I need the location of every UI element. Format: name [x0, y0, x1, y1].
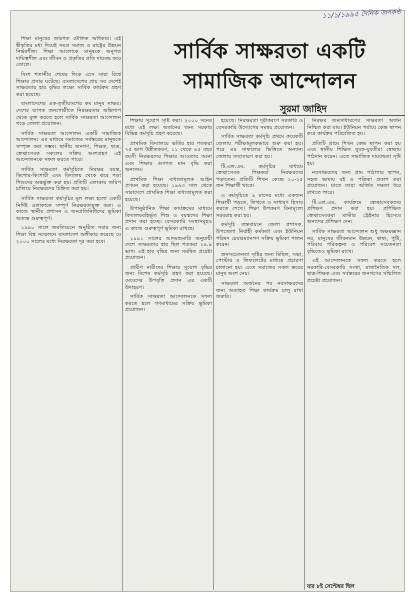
paragraph: সার্বিক সাক্ষরতা কর্মসূচিতে নিরক্ষর বয়স্ক, কিশোর-কিশোরী এবং বিদ্যালয় থেকে ঝরে পড়া শিশুদের অন্তর্ভুক্ত করা হয়। প্রতিটি এলাকায় জরিপ চালিয়ে নিরক্ষরদের চিহ্নিত করা হয়।	[16, 166, 121, 193]
paragraph: সাক্ষরতা অর্জনের পর নবসাক্ষরদের জন্য অব্যাহত শিক্ষা কার্যক্রম চালু রাখা জরুরি।	[216, 281, 303, 301]
column-divider	[122, 36, 123, 592]
paragraph: সার্বিক সাক্ষরতা কর্মসূচি প্রথমে কয়েকটি জেলায় পরীক্ষামূলকভাবে শুরু করা হয়। পরে এর সাফল্যের ভিত্তিতে অন্যান্য জেলায় সম্প্রসারণ করা হয়।	[216, 134, 303, 160]
paragraph: শিক্ষা মানুষের জন্মগত মৌলিক অধিকার। এই স্বীকৃতির মধ্য দিয়েই সমগ্র সমাজ ও রাষ্ট্রের উন্নয়ন নির্ভরশীল। শিক্ষা আলোকে মানুষকে অনুগত দায়িত্বশীল এবং জীবন ও প্রকৃতির প্রতি দায়বদ্ধ করে তোলে।	[16, 36, 121, 69]
paragraph: সার্বিক সাক্ষরতা আন্দোলনকে সফল করতে হলে গণমাধ্যমের সক্রিয় ভূমিকা প্রয়োজন।	[125, 294, 212, 314]
column-divider	[213, 118, 214, 590]
paragraph: সার্বিক সাক্ষরতা আন্দোলন শুধু অক্ষরজ্ঞান নয়, মানুষের জীবনমান উন্নয়ন, স্বাস্থ্য, পুষ্টি, পরিবার পরিকল্পনা ও পরিবেশ সচেতনতা বৃদ্ধিতেও ভূমিকা রাখে।	[307, 228, 401, 255]
paragraph: এ কর্মসূচিতে ৯ মাসের মধ্যে একজন শিক্ষার্থী পড়তে, লিখতে ও সাধারণ হিসাব করতে শেখে। শিক্ষা উপকরণ বিনামূল্যে সরবরাহ করা হয়।	[216, 192, 303, 219]
paragraph: প্রাথমিক শিক্ষা বাধ্যতামূলক আইন প্রণয়ন করা হয়েছে। ১৯৯৩ সাল থেকে সারাদেশে প্রাথমিক শিক্ষা বাধ্যতামূলক করা হয়েছে।	[125, 176, 212, 203]
paragraph: নবসাক্ষরদের জন্য গ্রাম পাঠাগার স্থাপন, সহজ ভাষায় বই ও পত্রিকা প্রকাশ করা প্রয়োজন। যাতে তারা অর্জিত দক্ষতা ধরে রাখতে পারে।	[307, 170, 401, 196]
paragraph: প্রাথমিক বিদ্যালয়ে ভর্তির হার শতকরা ৭৫ ভাগ উন্নীতকরণ, ১১ থেকে ৪৫ বছর বয়সী নিরক্ষরদের শিক্ষার আওতায় আনা এবং শিক্ষার গুণগত মান বৃদ্ধি করা অন্যতম।	[125, 140, 212, 174]
paragraph: সার্বিক সাক্ষরতা কর্মসূচির মূল লক্ষ্য হলো একটি নির্দিষ্ট এলাকাকে সম্পূর্ণ নিরক্ষরতামুক্ত করা। এ কাজে স্থানীয় প্রশাসন ও জনপ্রতিনিধিদের ভূমিকা অত্যন্ত গুরুত্বপূর্ণ।	[16, 196, 121, 222]
headline-rule	[125, 115, 405, 116]
author-byline: সুরমা জাহিদ	[280, 104, 327, 115]
paragraph: শিক্ষার সুযোগ সৃষ্টি করা। ২০০০ সনের মধ্যে এই লক্ষ্য অর্জনের জন্য সরকার বিভিন্ন কর্মসূচি গ্রহণ করেছে।	[125, 118, 212, 138]
article-column-3	[216, 118, 303, 590]
article-column-4	[307, 118, 401, 590]
headline-line-2: সামাজিক আন্দোলন	[183, 68, 357, 93]
paragraph: জনসচেতনতা সৃষ্টির জন্য মিছিল, সভা, পোস্টার ও লিফলেটের মাধ্যমে প্রচারণা চালানো হয়। এতে সমাজের সকল স্তরের মানুষ অংশ নেয়।	[216, 251, 303, 278]
paragraph: বিংশ শতাব্দীর শেষের দিকে এসে সারা বিশ্বে শিক্ষার প্রসার ঘটেছে। বাংলাদেশের প্রায় সব দেশেই সাক্ষরতার হার বৃদ্ধির লক্ষ্যে সার্বিক কার্যক্রম গ্রহণ করা হয়েছে।	[16, 71, 121, 98]
paragraph: প্রতিটি গ্রামে শিখন কেন্দ্র স্থাপন করা হয় এবং স্থানীয় শিক্ষিত যুবক-যুবতীরা স্বেচ্ছায় পাঠদান করেন। এতে সামাজিক দায়বদ্ধতা সৃষ্টি হয়।	[307, 140, 401, 167]
paragraph: এই আন্দোলনকে সফল করতে হলে সরকারি-বেসরকারি সংস্থা, রাজনৈতিক দল, ছাত্র-শিক্ষক এবং সর্বস্তরের জনগণের সম্মিলিত প্রচেষ্টা প্রয়োজন।	[307, 258, 401, 285]
column-divider	[304, 118, 305, 590]
handwritten-date-note: ১১/১/১৯৯৫ দৈনিক জনকণ্ঠ	[322, 7, 402, 21]
column-footer-text: যার ৮ই সেপ্টেম্বর ছিল	[307, 584, 355, 590]
article-column-2	[125, 118, 212, 590]
paragraph: নিরক্ষর জনসাধারণের সাক্ষরতা অর্জন নিশ্চিত করা যায়। ইউনিয়ন পর্যায়ে কেন্দ্র স্থাপন করে কার্যক্রম পরিচালিত হয়।	[307, 118, 401, 138]
paragraph: সার্বিক সাক্ষরতা আন্দোলন একটি সামাজিক আন্দোলন। এর মাধ্যমে সমাজের সর্বস্তরের মানুষকে সম্পৃক্ত করা সম্ভব। স্থানীয় জনগণ, শিক্ষক, ছাত্র, স্বেচ্ছাসেবক সকলের সক্রিয় অংশগ্রহণ এই আন্দোলনকে সফল করতে পারে।	[16, 130, 121, 164]
paragraph: ১৯৯০ সালে জমতিয়েনে অনুষ্ঠিত সবার জন্য শিক্ষা বিশ্ব সম্মেলনে বাংলাদেশ অঙ্গীকার করেছে যে ২০০০ সালের মধ্যে নিরক্ষরতা দূর করা হবে।	[16, 225, 121, 245]
paragraph: গ্রামীণ নারীদের শিক্ষার সুযোগ বৃদ্ধির জন্য বিশেষ কর্মসূচি গ্রহণ করা হয়েছে। মেয়েদের উপবৃত্তি প্রদান এর একটি উদাহরণ।	[125, 264, 212, 291]
paragraph: হয়েছে। নিরক্ষরতা দূরীকরণে সরকারি ও বেসরকারি উদ্যোগের সমন্বয় প্রয়োজন।	[216, 118, 303, 131]
paragraph: কর্মসূচি বাস্তবায়নে জেলা প্রশাসক, উপজেলা নির্বাহী কর্মকর্তা এবং ইউনিয়ন পরিষদ চেয়ারম্যানগণ সক্রিয় ভূমিকা পালন করেন।	[216, 222, 303, 249]
headline	[125, 36, 415, 108]
article-column-1	[16, 36, 121, 592]
paragraph: বাংলাদেশের এক-তৃতীয়াংশের কম মানুষ সাক্ষর। দেশের ব্যাপক জনগোষ্ঠীকে নিরক্ষরতার অভিশাপ থেকে মুক্ত করতে হলে সার্বিক সাক্ষরতা আন্দোলন গড়ে তোলা প্রয়োজন।	[16, 101, 121, 128]
paragraph: ১৯৯১ সালের আদমশুমারি অনুযায়ী দেশে সাক্ষরতার হার ছিল শতকরা ২৪.৯ ভাগ। এই হার বৃদ্ধির জন্য সমন্বিত প্রচেষ্টা প্রয়োজন।	[125, 235, 212, 262]
paragraph: টি.এল.এম. কর্মসূচির মাধ্যমে স্বেচ্ছাসেবক শিক্ষকরা নিরক্ষরদের পড়াতেন। প্রতিটি শিখন কেন্দ্রে ২০-২৫ জন শিক্ষার্থী থাকে।	[216, 163, 303, 190]
paragraph: টি.এল.এম. কার্যক্রমে স্বেচ্ছাসেবকদের প্রশিক্ষণ প্রদান করা হয়। প্রশিক্ষিত স্বেচ্ছাসেবকরা মাস্টার ট্রেইনার হিসেবে অন্যদের প্রশিক্ষণ দেন।	[307, 199, 401, 226]
paragraph: উপানুষ্ঠানিক শিক্ষা কার্যক্রমের মাধ্যমে বিদ্যালয়বহির্ভূত শিশু ও বয়স্কদের শিক্ষা প্রদান করা হচ্ছে। বেসরকারি সংস্থাসমূহও এ কাজে গুরুত্বপূর্ণ ভূমিকা রাখছে।	[125, 206, 212, 232]
headline-line-1: সার্বিক সাক্ষরতা একটি	[174, 38, 366, 63]
